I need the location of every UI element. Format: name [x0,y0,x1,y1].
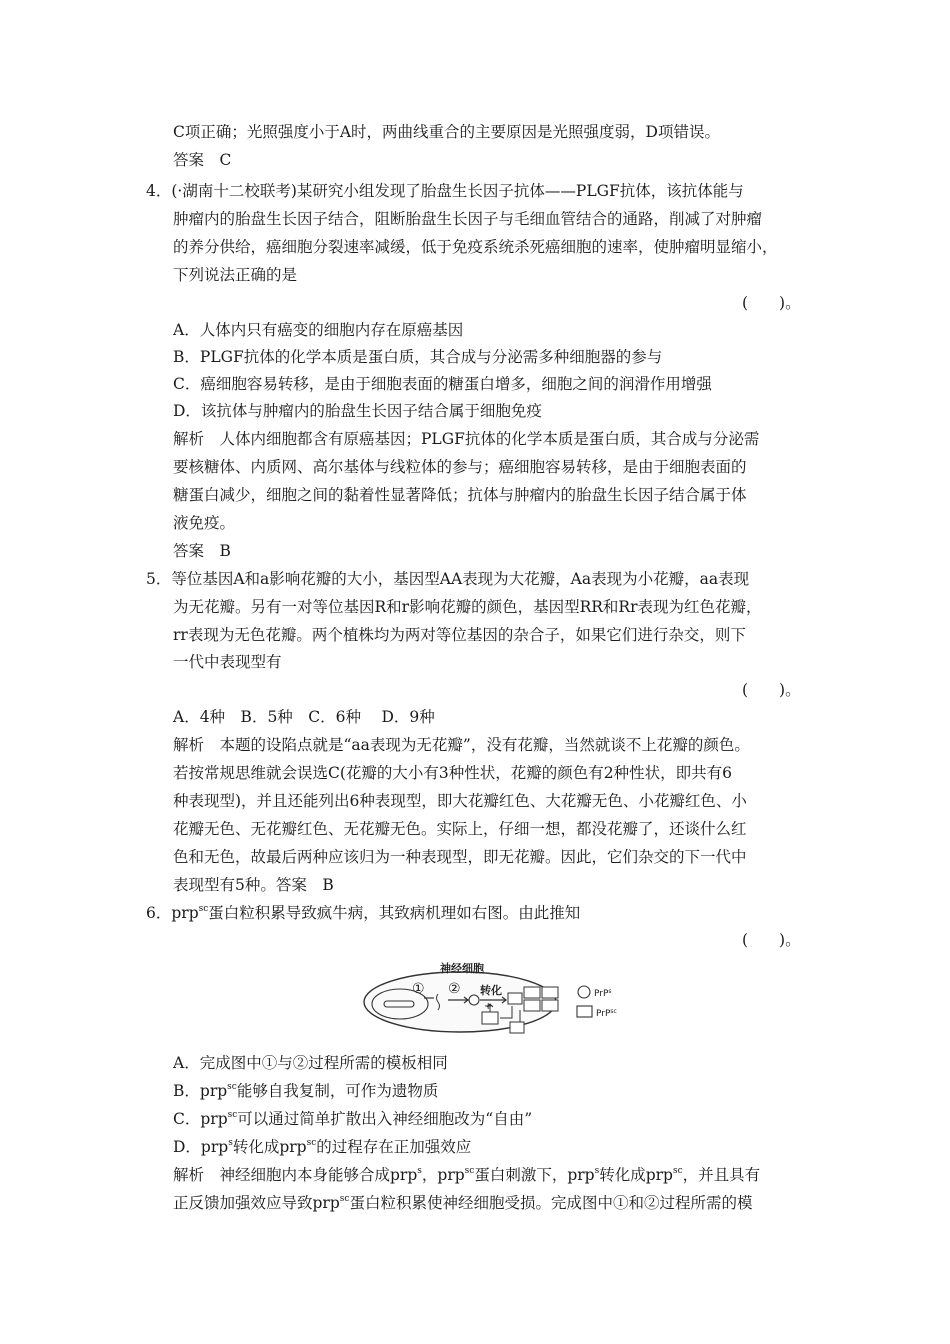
legend-square-icon [577,1006,592,1017]
q6-analysis-line-2 [173,1193,752,1213]
q6-an1-d: 转化成prp [599,1166,673,1184]
q6-option-b [173,1081,438,1101]
q6-stem-sup: sc [198,903,209,914]
q4-answer: 答案 B [173,542,231,560]
q4-analysis-line-4: 液免疫。 [173,514,236,532]
q6-option-c-sup: sc [227,1109,238,1120]
q4-option-c: C．癌细胞容易转移，是由于细胞表面的糖蛋白增多，细胞之间的润滑作用增强 [173,375,712,393]
q6-option-b-pre: B．prp [173,1082,228,1100]
q4-answer-blank: ( )。 [742,294,801,312]
q6-an1-e: ，并且具有 [682,1166,761,1184]
q5-stem-line-2: 为无花瓣。另有一对等位基因R和r影响花瓣的颜色，基因型RR和Rr表现为红色花瓣， [173,598,762,616]
legend-prp-sc: PrP$^{sc}$ [596,1008,617,1019]
q4-stem-line-3: 的养分供给，癌细胞分裂速率减缓，低于免疫系统杀死癌细胞的速率，使肿瘤明显缩小， [173,238,778,256]
q4-analysis-line-1: 解析 人体内细胞都含有原癌基因；PLGF抗体的化学本质是蛋白质，其合成与分泌需 [173,430,760,448]
q6-option-b-sup: sc [227,1081,237,1092]
diagram-title: 神经细胞 [440,962,484,975]
q6-option-d-sup1: s [228,1137,233,1148]
q6-option-d [173,1137,471,1157]
prp-sc-block-3 [542,987,558,998]
q6-an1-s2: sc [464,1165,475,1176]
q4-analysis-line-3: 糖蛋白减少，细胞之间的黏着性显著降低；抗体与肿瘤内的胎盘生长因子结合属于体 [173,486,747,504]
prp-sc-block-2 [524,987,540,998]
legend-prp-s: PrP$^s$ [594,988,612,999]
q6-an1-s3: s [594,1165,600,1176]
q6-option-c-pre: C．prp [173,1110,228,1128]
q6-option-b-post: 能够自我复制，可作为遗物质 [236,1082,439,1100]
prp-sc-block-7 [510,1022,524,1033]
q5-analysis-line-5: 色和无色，故最后两种应该归为一种表现型，即无花瓣。因此，它们杂交的下一代中 [173,848,747,866]
q6-an1-s4: sc [672,1165,683,1176]
q5-analysis-line-1: 解析 本题的设陷点就是“aa表现为无花瓣”，没有花瓣，当然就谈不上花瓣的颜色。 [173,736,750,754]
prev-analysis-line: C项正确；光照强度小于A时，两曲线重合的主要原因是光照强度弱，D项错误。 [173,123,720,141]
prp-sc-block-5 [542,1000,558,1011]
q5-stem-line-1: 5．等位基因A和a影响花瓣的大小，基因型AA表现为大花瓣，Aa表现为小花瓣，aa表现 [146,570,750,588]
q6-an1-a: 解析 神经细胞内本身能够合成prp [173,1166,418,1184]
q6-an1-s1: s [417,1165,422,1176]
q5-analysis-line-2: 若按常规思维就会误选C(花瓣的大小有3种性状，花瓣的颜色有2种性状，即共有6 [173,764,732,782]
prev-answer: 答案 C [173,151,232,169]
q6-an2-a: 正反馈加强效应导致prp [173,1194,340,1212]
q4-analysis-line-2: 要核糖体、内质网、高尔基体与线粒体的参与；癌细胞容易转移，是由于细胞表面的 [173,458,747,476]
q5-analysis-line-4: 花瓣无色、无花瓣红色、无花瓣无色。实际上，仔细一想，都没花瓣了，还谈什么红 [173,820,747,838]
q6-stem [146,903,580,923]
q6-analysis-line-1 [173,1165,760,1185]
q5-stem-line-3: rr表现为无色花瓣。两个植株均为两对等位基因的杂合子，如果它们进行杂交，则下 [173,626,746,644]
q5-analysis-line-6: 表现型有5种。答案 B [173,876,334,894]
q4-stem-line-1: 4．(·湖南十二校联考)某研究小组发现了胎盘生长因子抗体——PLGF抗体，该抗体能与 [146,182,744,200]
prp-sc-block-6 [482,1012,498,1024]
q6-answer-blank: ( )。 [742,931,801,949]
prion-mechanism-diagram [360,960,620,1038]
q5-analysis-line-3: 种表现型)，并且还能列出6种表现型，即大花瓣红色、大花瓣无色、小花瓣红色、小 [173,792,747,810]
q5-stem-line-4: 一代中表现型有 [173,653,282,671]
prp-sc-block-1 [508,993,522,1004]
legend-circle-icon [578,986,590,998]
diagram-step-1: ① [412,981,425,997]
q6-stem-post: 蛋白粒积累导致疯牛病，其致病机理如右图。由此推知 [208,904,581,922]
diagram-step-2: ② [448,981,461,997]
q5-answer-blank: ( )。 [742,681,801,699]
q6-option-d-sup2: sc [306,1137,317,1148]
q4-stem-line-4: 下列说法正确的是 [173,266,298,284]
q6-option-d-pre: D．prp [173,1138,229,1156]
q6-option-d-post: 的过程存在正加强效应 [316,1138,472,1156]
q4-stem-line-2: 肿瘤内的胎盘生长因子结合，阻断胎盘生长因子与毛细血管结合的通路，削减了对肿瘤 [173,210,763,228]
q6-an2-s1: sc [339,1193,350,1204]
q6-an1-b: ，prp [421,1166,465,1184]
q6-option-c [173,1109,532,1129]
q6-option-a: A．完成图中①与②过程所需的模板相同 [173,1054,448,1072]
q6-an2-b: 蛋白粒积累使神经细胞受损。完成图中①和②过程所需的模 [349,1194,753,1212]
q6-option-d-mid: 转化成prp [232,1138,307,1156]
prp-sc-block-4 [524,1000,540,1011]
q6-an1-c: 蛋白刺激下，prp [474,1166,595,1184]
q6-stem-pre: 6．prp [146,904,199,922]
q6-option-c-post: 可以通过简单扩散出入神经细胞改为“自由” [237,1110,533,1128]
diagram-plus: + [484,1001,493,1012]
q5-options: A．4种 B．5种 C．6种 D．9种 [173,708,435,726]
q4-option-d: D．该抗体与肿瘤内的胎盘生长因子结合属于细胞免疫 [173,402,542,420]
diagram-convert-label: 转化 [480,984,502,997]
q4-option-b: B．PLGF抗体的化学本质是蛋白质，其合成与分泌需多种细胞器的参与 [173,348,663,366]
q4-option-a: A．人体内只有癌变的细胞内存在原癌基因 [173,321,464,339]
